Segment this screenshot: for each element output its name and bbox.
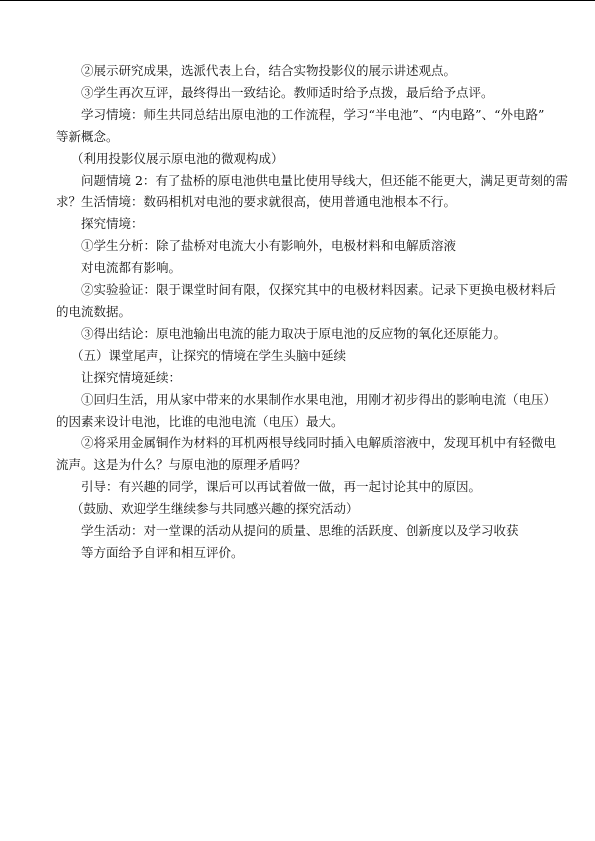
paragraph-guidance: 引导：有兴趣的同学，课后可以再试着做一做，再一起讨论其中的原因。 xyxy=(81,479,482,495)
paragraph-showcase-results: ②展示研究成果，选派代表上台，结合实物投影仪的展示讲述观点。 xyxy=(81,63,457,78)
paragraph-learning-context: 学习情境：师生共同总结出原电池的工作流程，学习“半电池”、“内电路”、“外电路” xyxy=(81,106,545,122)
paragraph-student-activity: 学生活动：对一堂课的活动从提问的质量、思维的活跃度、创新度以及学习收获 xyxy=(81,523,519,539)
paragraph-student-activity-cont: 等方面给予自评和相互评价。 xyxy=(81,544,244,560)
paragraph-experiment-cont: 的电流数据。 xyxy=(56,303,132,319)
paragraph-student-analysis-cont: 对电流都有影响。 xyxy=(81,260,182,276)
paragraph-extension: 让探究情境延续： xyxy=(81,369,182,385)
paragraph-experiment: ②实验验证：限于课堂时间有限，仅探究其中的电极材料因素。记录下更换电极材料后 xyxy=(81,282,557,298)
paragraph-problem-context-2: 问题情境 2：有了盐桥的原电池供电量比使用导线大，但还能不能更大，满足更苛刻的需 xyxy=(81,172,568,188)
paragraph-inquiry-context: 探究情境： xyxy=(81,216,144,232)
paragraph-learning-context-cont: 等新概念。 xyxy=(56,128,119,144)
paragraph-earphone: ②将采用金属铜作为材料的耳机两根导线同时插入电解质溶液中，发现耳机中有轻微电 xyxy=(81,435,557,451)
section-heading-closing: （五）课堂尾声，让探究的情境在学生头脑中延续 xyxy=(71,347,347,363)
paragraph-problem-context-2-cont: 求？生活情境：数码相机对电池的要求就很高，使用普通电池根本不行。 xyxy=(56,194,457,210)
paragraph-fruit-battery: ①回归生活，用从家中带来的水果制作水果电池，用刚才初步得出的影响电流（电压） xyxy=(81,391,557,407)
paragraph-peer-review: ③学生再次互评，最终得出一致结论。教师适时给予点拨，最后给予点评。 xyxy=(81,84,494,100)
paragraph-projector-note: （利用投影仪展示原电池的微观构成） xyxy=(71,150,284,166)
paragraph-fruit-battery-cont: 的因素来设计电池，比谁的电池电流（电压）最大。 xyxy=(56,413,344,429)
document-body xyxy=(56,60,568,564)
paragraph-earphone-cont: 流声。这是为什么？与原电池的原理矛盾吗？ xyxy=(56,457,307,473)
header-rule xyxy=(0,0,595,1)
paragraph-encouragement: （鼓励、欢迎学生继续参与共同感兴趣的探究活动） xyxy=(71,501,359,517)
paragraph-student-analysis: ①学生分析：除了盐桥对电流大小有影响外，电极材料和电解质溶液 xyxy=(81,238,457,254)
paragraph-conclusion: ③得出结论：原电池输出电流的能力取决于原电池的反应物的氧化还原能力。 xyxy=(81,325,507,341)
